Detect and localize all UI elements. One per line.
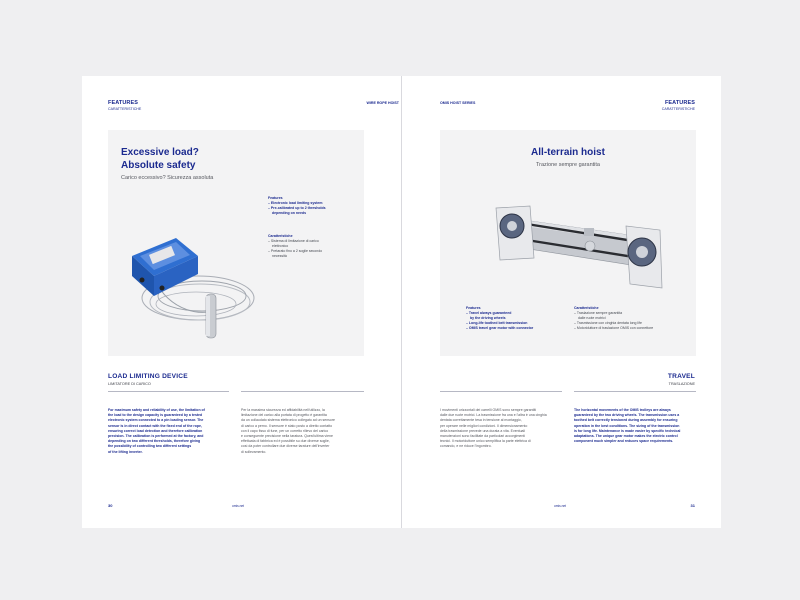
car-item: – Pretarato fino a 2 soglie secondo (268, 249, 323, 253)
section-subtitle: LIMITATORE DI CARICO (108, 382, 151, 386)
load-limiter-device-illustration (118, 216, 268, 351)
caratteristiche-list (574, 306, 653, 331)
car-item: – Sistema di limitazione di carico (268, 239, 319, 243)
car-item: dalle ruote motrici (578, 316, 606, 320)
text-line: toothed belt correctly tensioned during assembly for ensuring (574, 418, 678, 423)
text-line: tecnici. Il motoriduttore unico semplifica la parte elettrica di (440, 439, 531, 444)
text-line: I movimenti orizzontali dei carrelli OMIS sono sempre garantiti (440, 408, 537, 412)
text-line: guaranteed by the two driving wheels. The transmission uses a (574, 413, 680, 418)
caratteristiche-title: Caratteristiche (574, 306, 599, 310)
header-running-title: OMIS HOIST SERIES (440, 101, 476, 105)
section-rule (440, 391, 562, 392)
text-line: adaptations. The unique gear motor makes the electric control (574, 434, 678, 439)
text-line: per operare nelle migliori condizioni. Il dimensionamento (440, 423, 528, 428)
header-subtitle: CARATTERISTICHE (661, 107, 695, 111)
text-line: da un collaudato sistema elettronico collegato ad un sensore (241, 418, 335, 423)
text-line: Per la massima sicurezza ed affidabilità nell'utilizzo, la (241, 408, 325, 412)
text-line: component much simpler and reduces space requirements. (574, 439, 674, 444)
text-line: e conseguente precisione nella taratura. Quest'ultima viene (241, 434, 333, 439)
text-line: manutenzioni sono facilitate da particolari accorgimenti (440, 434, 526, 439)
panel-headline (121, 146, 199, 172)
header-title: FEATURES (108, 100, 139, 106)
feature-item: depending on needs (272, 211, 307, 215)
feature-item: by the driving wheels (470, 316, 506, 320)
section-subtitle: TRASLAZIONE (668, 382, 695, 386)
header-running-title: WIRE ROPE HOIST (366, 101, 399, 105)
section-rule (574, 391, 696, 392)
car-item: – Trasmissione con cinghia dentata long life (574, 321, 642, 325)
text-line: operation in the best conditions. The sizing of the transmission (574, 423, 680, 428)
text-line: the possibility of controlling two different settings (108, 444, 192, 449)
features-title: Features (268, 196, 283, 200)
feature-panel (440, 130, 696, 356)
feature-item: – Pre-calibrated up to 2 thresholds (268, 206, 326, 210)
caratteristiche-title: Caratteristiche (268, 234, 293, 238)
text-line: limitazione del carico alla portata di progetto è garantita (241, 413, 327, 418)
feature-item: – Travel always guaranteed (466, 311, 512, 315)
text-line: comando, e ne riduce l'ingombro. (440, 444, 492, 449)
section-title: LOAD LIMITING DEVICE (108, 373, 188, 380)
body-text-en (108, 408, 233, 455)
text-line: così da poter controllare due diverse tarature dell'inverter (241, 444, 330, 449)
headline-line-1: Excessive load? (121, 147, 199, 158)
text-line: con il capo fisso di fune, per un corretto rilievo del carico (241, 428, 329, 433)
text-line: dalle due ruote motrici. La trasmissione fra una e l'altra è una cinghia (440, 413, 547, 418)
text-line: della trasmissione prevede una durata a vita. Eventuali (440, 428, 526, 433)
text-line: effettuata di fabbrica ed è possibile su due diverse soglie, (241, 439, 330, 444)
footer-website: omis.net (554, 504, 567, 508)
text-line: dentata correttamente tesa in tensione al montaggio, (440, 418, 522, 423)
caratteristiche-list (268, 234, 322, 259)
features-list (268, 196, 326, 216)
panel-headline: All-terrain hoist (531, 147, 605, 158)
text-line: depending on two different thresholds, therefore giving (108, 439, 201, 444)
body-text-en (574, 408, 700, 444)
car-item: – Motoriduttore di traslazione OMIS con connettore (574, 326, 654, 330)
text-line: is for long life. Maintenance is made easier by specific technical (574, 428, 681, 433)
page-number: 31 (690, 503, 695, 508)
text-line: electronic system connected to a pin loading sensor. The (108, 418, 204, 423)
body-text-it (241, 408, 366, 455)
car-item: necessità (272, 254, 287, 258)
footer-website: omis.net (232, 504, 245, 508)
text-line: precision. The calibration is performed at the factory, and (108, 434, 204, 439)
features-title: Features (466, 306, 481, 310)
feature-panel (108, 130, 364, 356)
text-line: di sollevamento. (241, 449, 267, 454)
hoist-trolley-illustration (490, 188, 666, 298)
text-line: of the lifting inverter. (108, 449, 143, 454)
page-number: 30 (108, 503, 113, 508)
section-rule (241, 391, 364, 392)
text-line: the load to the design capacity is guaranteed by a tested (108, 413, 203, 418)
brochure-spread (82, 76, 721, 528)
body-text-it (440, 408, 566, 450)
car-item: elettronico (272, 244, 289, 248)
feature-item: – Long-life toothed belt transmission (466, 321, 528, 325)
text-line: ensuring correct load detection and therefore calibration (108, 428, 203, 433)
feature-item: – OMIS travel gear motor with connector (466, 326, 534, 330)
right-page (402, 76, 721, 528)
text-line: The horizontal movements of the OMIS trolleys are always (574, 408, 671, 412)
header-title: FEATURES (664, 100, 695, 106)
section-title: TRAVEL (667, 373, 695, 380)
text-line: di carico a perno. Il sensore è stato posto a diretto contatto (241, 423, 333, 428)
car-item: – Traslazione sempre garantita (574, 311, 623, 315)
text-line: sensor is in direct contact with the fixed end of the rope, (108, 423, 202, 428)
headline-line-2: Absolute safety (121, 160, 196, 171)
left-page (82, 76, 401, 528)
section-rule (108, 391, 229, 392)
features-list (466, 306, 533, 331)
feature-item: – Electronic load limiting system (268, 201, 323, 205)
panel-subline: Trazione sempre garantita (536, 162, 600, 168)
text-line: For maximum safety and reliability of use, the limitation of (108, 408, 205, 412)
panel-subline: Carico eccessivo? Sicurezza assoluta (121, 175, 214, 181)
header-subtitle: CARATTERISTICHE (108, 107, 142, 111)
